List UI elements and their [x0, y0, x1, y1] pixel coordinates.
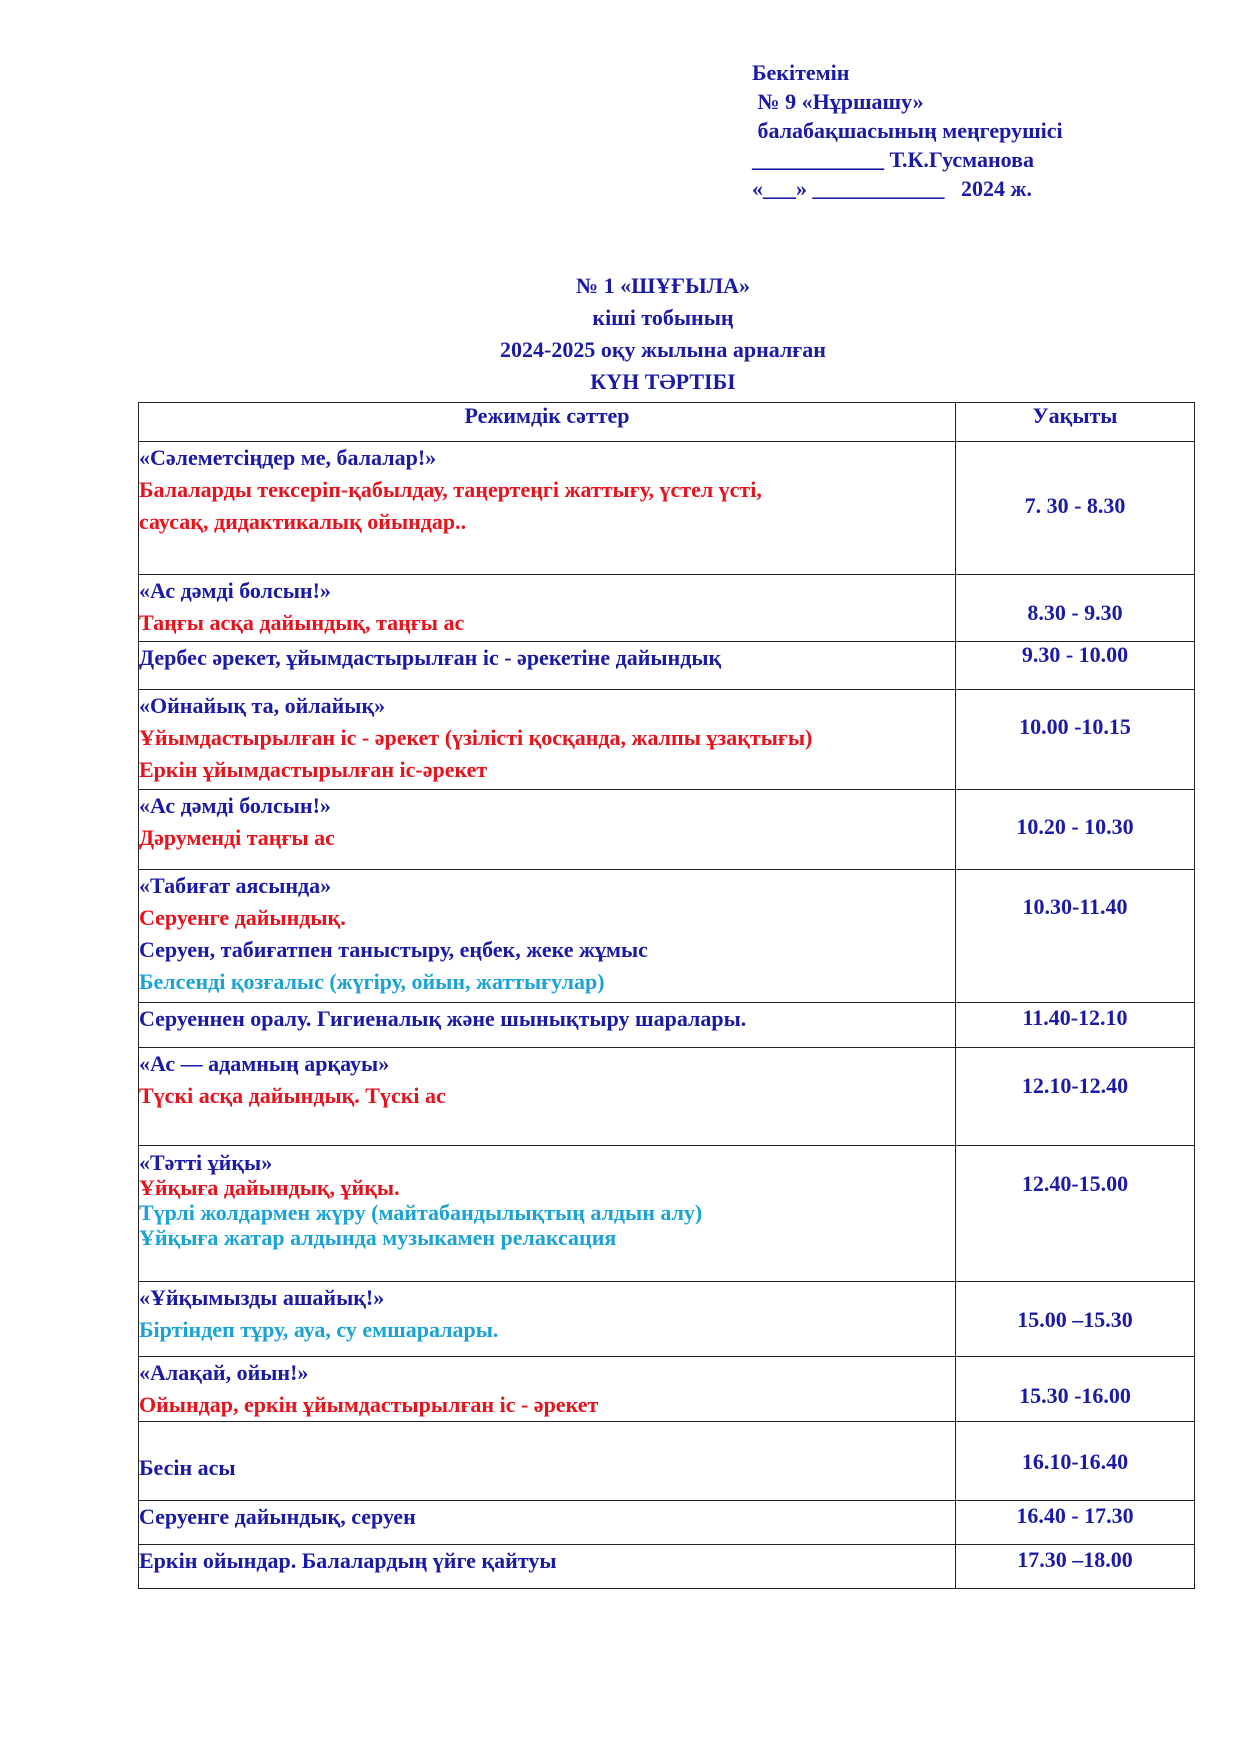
table-row [139, 1003, 1195, 1048]
time-cell [956, 1282, 1195, 1357]
time-value: 16.10-16.40 [1021, 1449, 1129, 1474]
activity-cell [139, 1357, 956, 1422]
time-cell [956, 1146, 1195, 1282]
time-value: 10.20 - 10.30 [1016, 814, 1134, 839]
time-value: 12.40-15.00 [1021, 1171, 1129, 1196]
table-row [139, 790, 1195, 870]
activity-line: «Алақай, ойын!» [139, 1360, 309, 1385]
schedule-table [138, 402, 1195, 1589]
schedule-heading: КҮН ТӘРТІБІ [590, 369, 736, 394]
header-activities: Режимдік сәттер [139, 403, 956, 442]
table-row [139, 1545, 1195, 1589]
activity-cell [139, 1501, 956, 1545]
activity-line: Еркін ойындар. Балалардың үйге қайтуы [139, 1548, 557, 1573]
activity-line: «Табиғат аясында» [139, 873, 332, 898]
activity-line: Түрлі жолдармен жүру (майтабандылықтың алдын алу) [139, 1200, 703, 1225]
table-row [139, 1048, 1195, 1146]
time-cell [956, 1357, 1195, 1422]
approval-line: № 9 «Нұршашу» [752, 89, 924, 114]
table-row [139, 642, 1195, 690]
approval-line: балабақшасының меңгерушісі [752, 118, 1063, 143]
activity-line: Біртіндеп тұру, ауа, су емшаралары. [139, 1317, 499, 1342]
activity-line: Серуенге дайындық, серуен [139, 1504, 416, 1529]
time-value: 12.10-12.40 [1021, 1073, 1129, 1098]
activity-line: Серуен, табиғатпен таныстыру, еңбек, жеке жұмыс [139, 937, 648, 962]
activity-line: «Ұйқымызды ашайық!» [139, 1285, 385, 1310]
activity-line: Ұйқыға жатар алдында музыкамен релаксация [139, 1225, 617, 1250]
table-row [139, 1501, 1195, 1545]
time-cell [956, 690, 1195, 790]
time-value: 15.30 -16.00 [1019, 1383, 1131, 1408]
table-row [139, 690, 1195, 790]
activity-line: Белсенді қозғалыс (жүгіру, ойын, жаттығулар) [139, 969, 605, 994]
time-value: 15.00 –15.30 [1017, 1307, 1133, 1332]
activity-cell [139, 1545, 956, 1589]
time-cell [956, 442, 1195, 575]
table-row [139, 442, 1195, 575]
table-row [139, 1357, 1195, 1422]
activity-line: «Ас — адамның арқауы» [139, 1051, 390, 1076]
time-cell [956, 1003, 1195, 1048]
time-value: 7. 30 - 8.30 [1024, 493, 1126, 518]
activity-line: саусақ, дидактикалық ойындар.. [139, 509, 467, 534]
activity-line: «Сәлеметсіңдер ме, балалар!» [139, 445, 437, 470]
activity-cell [139, 1048, 956, 1146]
time-cell [956, 1422, 1195, 1501]
table-row [139, 575, 1195, 642]
activity-line: «Ас дәмді болсын!» [139, 793, 331, 818]
table-row [139, 1282, 1195, 1357]
activity-line: Түскі асқа дайындық. Түскі ас [139, 1083, 446, 1108]
activity-line: Еркін ұйымдастырылған іс-әрекет [139, 757, 488, 782]
activity-line: Бесін асы [139, 1455, 236, 1480]
time-value: 10.30-11.40 [1022, 894, 1128, 919]
time-value: 9.30 - 10.00 [1021, 642, 1129, 667]
time-value: 17.30 –18.00 [1017, 1547, 1133, 1572]
group-type: кіші тобының [592, 305, 734, 330]
time-value: 8.30 - 9.30 [1027, 600, 1123, 625]
activity-cell [139, 1003, 956, 1048]
academic-year: 2024-2025 оқу жылына арналған [500, 337, 826, 362]
activity-cell [139, 642, 956, 690]
approval-block [752, 58, 1063, 203]
activity-cell [139, 1282, 956, 1357]
activity-line: «Ас дәмді болсын!» [139, 578, 331, 603]
approval-line: Бекітемін [752, 60, 850, 85]
time-cell [956, 575, 1195, 642]
time-cell [956, 642, 1195, 690]
time-cell [956, 790, 1195, 870]
table-row [139, 1422, 1195, 1501]
activity-line: Балаларды тексеріп-қабылдау, таңертеңгі жаттығу, үстел үсті, [139, 477, 762, 502]
time-value: 10.00 -10.15 [1019, 714, 1131, 739]
time-cell [956, 870, 1195, 1003]
activity-line: Серуеннен оралу. Гигиеналық және шынықтыру шаралары. [139, 1006, 747, 1031]
activity-line: Ойындар, еркін ұйымдастырылған іс - әрекет [139, 1392, 599, 1417]
activity-line: «Тәтті ұйқы» [139, 1150, 273, 1175]
activity-cell [139, 690, 956, 790]
activity-cell [139, 442, 956, 575]
time-value: 16.40 - 17.30 [1016, 1503, 1134, 1528]
activity-line: Дәруменді таңғы ас [139, 825, 335, 850]
activity-line: Таңғы асқа дайындық, таңғы ас [139, 610, 465, 635]
header-time: Уақыты [956, 403, 1195, 442]
activity-line: Серуенге дайындық. [139, 905, 346, 930]
approval-date-line: «___» ____________ 2024 ж. [752, 176, 1032, 201]
time-cell [956, 1501, 1195, 1545]
document-title [0, 270, 1241, 398]
group-name: № 1 «ШҰҒЫЛА» [575, 273, 751, 298]
activity-line: Ұйқыға дайындық, ұйқы. [139, 1175, 400, 1200]
activity-line: Дербес әрекет, ұйымдастырылған іс - әрекетіне дайындық [139, 645, 722, 670]
table-row [139, 1146, 1195, 1282]
table-row [139, 870, 1195, 1003]
approval-signature-line: ____________ Т.К.Гусманова [752, 147, 1035, 172]
time-value: 11.40-12.10 [1022, 1005, 1128, 1030]
activity-cell [139, 790, 956, 870]
activity-cell [139, 575, 956, 642]
table-header-row [139, 403, 1195, 442]
activity-cell [139, 1146, 956, 1282]
time-cell [956, 1048, 1195, 1146]
activity-line: Ұйымдастырылған іс - әрекет (үзілісті қосқанда, жалпы ұзақтығы) [139, 725, 813, 750]
activity-cell [139, 870, 956, 1003]
activity-cell [139, 1422, 956, 1501]
activity-line: «Ойнайық та, ойлайық» [139, 693, 386, 718]
time-cell [956, 1545, 1195, 1589]
